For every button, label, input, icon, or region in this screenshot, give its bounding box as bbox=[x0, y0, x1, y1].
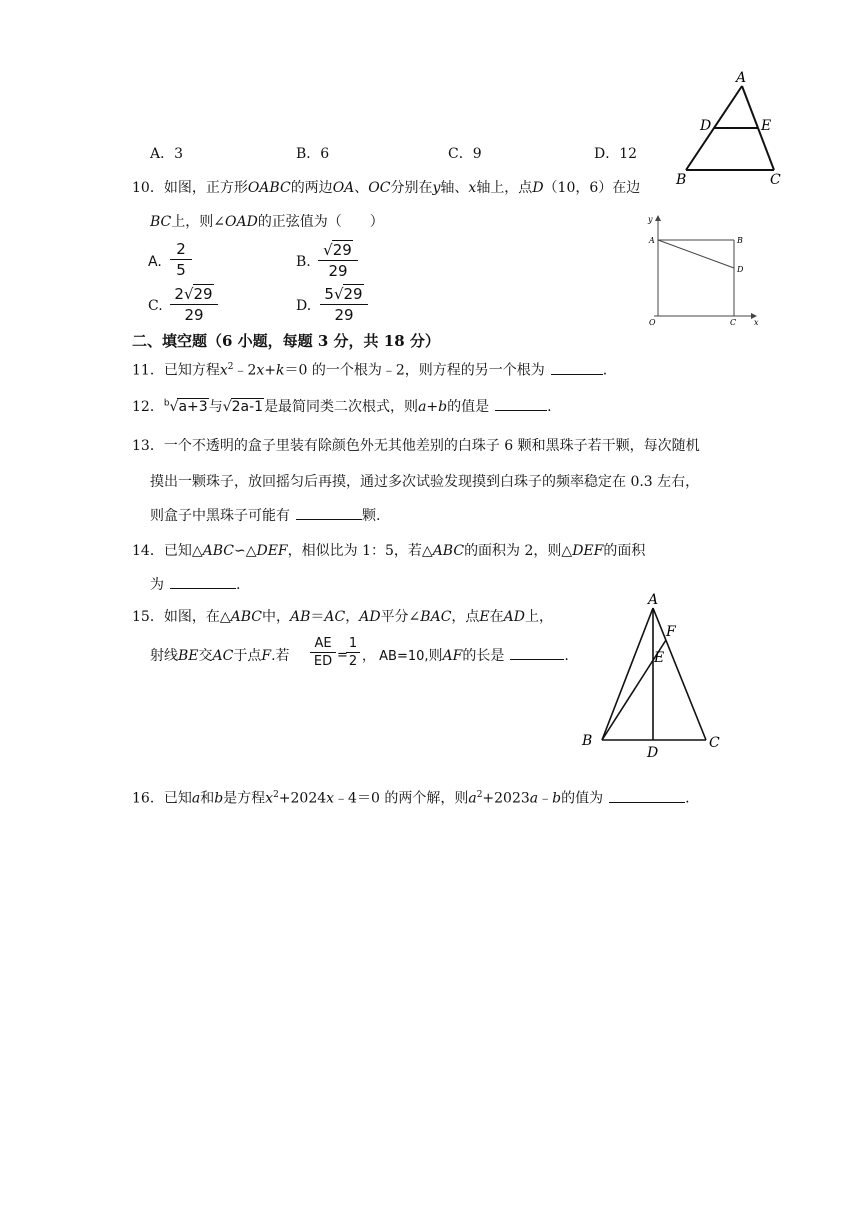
q15-line1: 15．如图，在△ABC中，AB＝AC，AD平分∠BAC，点E在AD上， bbox=[132, 609, 553, 625]
q9-triangle-figure bbox=[670, 66, 790, 188]
q10-label-a: A bbox=[649, 236, 655, 245]
q9-option-d: D．12 bbox=[594, 146, 638, 162]
q10-option-d-fraction: 5√29 29 bbox=[320, 284, 368, 324]
q14-line1: 14．已知△ABC∽△DEF，相似比为 1：5，若△ABC的面积为 2，则△DEF的面积 bbox=[132, 543, 646, 559]
q16-text: 16．已知a和b是方程$x^2+2024x﹣4=0$ 的两个解，则$a^2+2023a﹣b$的值为 . bbox=[132, 790, 690, 807]
q10-label-y: y bbox=[648, 215, 653, 224]
q9-label-a: A bbox=[736, 70, 747, 86]
q10-line2: BC上，则∠OAD的正弦值为（ ） bbox=[150, 214, 384, 230]
q15-label-d: D bbox=[647, 745, 659, 760]
section-heading-fill-in: 二、填空题（6 小题，每题 3 分，共 18 分） bbox=[132, 332, 440, 350]
q15-equals: = bbox=[337, 648, 348, 663]
q15-label-f: F bbox=[666, 624, 676, 640]
q10-label-d: D bbox=[737, 265, 744, 274]
q10-option-b-label: B. bbox=[296, 254, 311, 270]
q10-label-b: B bbox=[737, 236, 743, 245]
q15-label-b: B bbox=[582, 733, 593, 749]
q12-text: 12．$^b$√a+3与√2a-1是最简同类二次根式，则a+b的值是 . bbox=[132, 398, 552, 415]
q9-option-c: C．9 bbox=[448, 146, 482, 162]
q9-label-b: B bbox=[676, 172, 687, 188]
q15-label-a: A bbox=[648, 592, 659, 608]
q9-label-d: D bbox=[700, 118, 712, 134]
q10-option-c-fraction: 2√29 29 bbox=[170, 284, 218, 324]
q10-line1: 10．如图，正方形OABC的两边OA、OC分别在y轴、x轴上，点D（10，6）在边 bbox=[132, 180, 641, 196]
q10-option-a-label: A. bbox=[148, 254, 162, 270]
q9-label-c: C bbox=[770, 172, 781, 188]
q14-line2: 为 . bbox=[150, 577, 241, 593]
q11-text: 11．已知方程$x^2﹣2x+k=0$ 的一个根为﹣2，则方程的另一个根为 . bbox=[132, 362, 608, 379]
q10-option-a-fraction: 2 5 bbox=[170, 240, 192, 279]
q10-label-o: O bbox=[649, 318, 656, 327]
q10-option-b-fraction: √29 29 bbox=[318, 240, 358, 280]
q15-line2-part2: ， AB=10,则AF的长是 . bbox=[362, 648, 569, 664]
q13-line2: 摸出一颗珠子，放回摇匀后再摸，通过多次试验发现摸到白珠子的频率稳定在 0.3 左右， bbox=[150, 474, 700, 490]
q15-line2-part1: 射线BE交AC于点F.若 bbox=[150, 648, 290, 664]
q15-fraction-one-half: 1 2 bbox=[346, 636, 360, 669]
q10-coordinate-figure bbox=[644, 212, 764, 330]
q15-fraction-ae-ed: AE ED bbox=[310, 636, 336, 669]
q10-option-d-label: D. bbox=[296, 298, 312, 314]
q9-label-e: E bbox=[761, 118, 772, 134]
q15-triangle-figure bbox=[578, 588, 724, 760]
q15-label-e: E bbox=[654, 650, 665, 666]
q13-line1: 13．一个不透明的盒子里装有除颜色外无其他差别的白珠子 6 颗和黑珠子若干颗，每次随机 bbox=[132, 438, 700, 454]
q9-option-a: A．3 bbox=[150, 146, 184, 162]
q10-option-c-label: C. bbox=[148, 298, 163, 314]
q10-label-x: x bbox=[754, 318, 759, 327]
q10-label-c: C bbox=[730, 318, 737, 327]
q15-label-c: C bbox=[709, 735, 720, 751]
q13-line3: 则盒子中黑珠子可能有 颗. bbox=[150, 508, 381, 524]
q9-option-b: B．6 bbox=[296, 146, 330, 162]
